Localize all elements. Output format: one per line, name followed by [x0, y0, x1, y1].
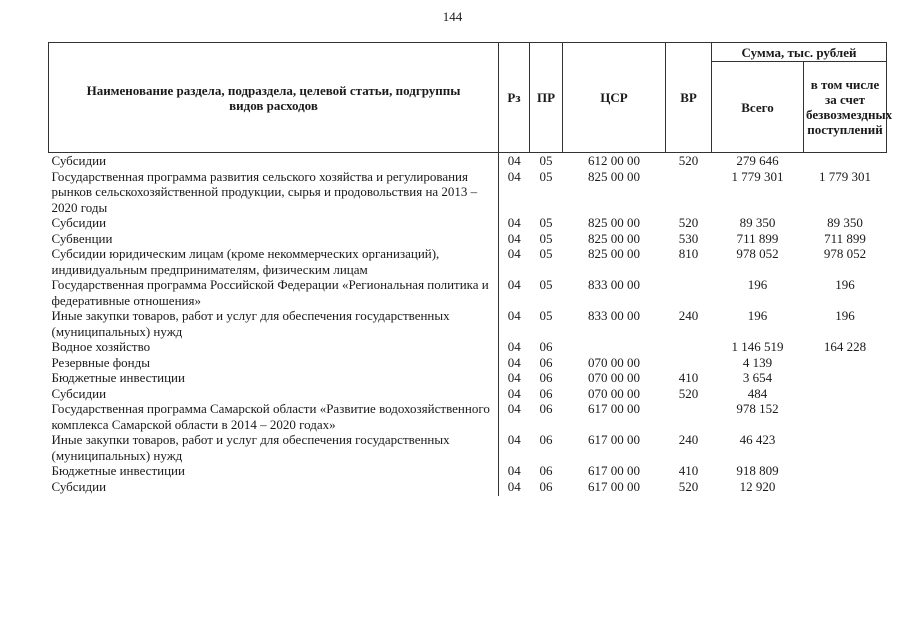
cell-total: 196 [747, 277, 768, 292]
cell-vr: 520 [678, 215, 699, 230]
table-row [49, 463, 887, 479]
cell-total: 196 [747, 308, 768, 323]
table-row [49, 386, 887, 402]
cell-pr: 06 [539, 478, 553, 494]
cell-rz: 04 [499, 432, 530, 463]
cell-rz: 04 [499, 355, 530, 371]
cell-vr: 240 [678, 432, 699, 447]
cell-pr: 05 [539, 215, 553, 230]
cell-rz: 04 [499, 339, 530, 355]
cell-rz: 04 [499, 231, 530, 247]
cell-free [804, 432, 887, 463]
cell-pr: 06 [539, 354, 553, 370]
header-free: в том числе за счет безвозмездных поступлений [804, 62, 887, 153]
cell-pr: 06 [539, 401, 553, 416]
cell-pr: 05 [539, 153, 553, 168]
cell-vr [666, 169, 712, 216]
cell-vr: 520 [678, 385, 699, 401]
cell-name: Иные закупки товаров, работ и услуг для обеспечения государственных (муниципальных) нужд [51, 432, 450, 463]
cell-total: 46 423 [739, 432, 776, 447]
cell-rz: 04 [499, 386, 530, 402]
cell-name: Водное хозяйство [51, 339, 151, 354]
header-csr: ЦСР [563, 43, 666, 153]
cell-free [804, 463, 887, 479]
cell-vr: 520 [678, 478, 699, 494]
cell-csr: 612 00 00 [588, 153, 640, 168]
cell-rz: 04 [499, 308, 530, 339]
cell-pr: 05 [539, 246, 553, 261]
cell-csr: 617 00 00 [588, 463, 640, 478]
header-vr: ВР [666, 43, 712, 153]
cell-name: Государственная программа Российской Федерации «Региональная политика и федеративные отношения» [51, 277, 489, 308]
cell-vr: 520 [678, 153, 699, 168]
budget-table [48, 42, 893, 496]
cell-total: 711 899 [736, 230, 779, 246]
cell-total: 3 654 [742, 370, 773, 385]
cell-vr: 410 [678, 370, 699, 385]
cell-rz: 04 [499, 463, 530, 479]
cell-name: Субсидии [51, 215, 107, 230]
cell-free [804, 401, 887, 432]
cell-free: 978 052 [823, 246, 867, 261]
cell-name: Иные закупки товаров, работ и услуг для обеспечения государственных (муниципальных) нужд [51, 308, 450, 339]
cell-csr: 825 00 00 [588, 168, 640, 184]
cell-free: 1 779 301 [819, 168, 871, 184]
cell-vr: 240 [678, 308, 699, 323]
cell-name: Субвенции [51, 230, 113, 246]
cell-free [804, 153, 887, 169]
table-row [49, 355, 887, 371]
cell-pr: 05 [539, 168, 553, 184]
cell-csr: 070 00 00 [588, 354, 640, 370]
cell-free [804, 370, 887, 386]
cell-free [804, 386, 887, 402]
cell-total: 12 920 [739, 478, 776, 494]
cell-total: 978 052 [736, 246, 779, 261]
cell-csr: 825 00 00 [588, 215, 640, 230]
cell-vr: 810 [678, 246, 699, 261]
cell-name: Бюджетные инвестиции [51, 370, 185, 385]
header-rz: Рз [499, 43, 530, 153]
cell-free: 711 899 [824, 230, 866, 246]
cell-rz: 04 [499, 169, 530, 216]
cell-total: 484 [747, 385, 768, 401]
cell-total: 1 146 519 [731, 339, 784, 354]
cell-vr [666, 339, 712, 355]
cell-name: Государственная программа развития сельского хозяйства и регулирования рынков сельскохозяйственной продукции, сырья и продовольствия на 2013 – 2020 годы [51, 168, 478, 215]
cell-csr: 617 00 00 [588, 478, 640, 494]
table-row [49, 246, 887, 277]
cell-total: 89 350 [739, 215, 776, 230]
cell-free [804, 479, 887, 497]
cell-rz: 04 [499, 215, 530, 231]
cell-pr: 05 [539, 277, 553, 292]
cell-rz: 04 [499, 479, 530, 497]
cell-rz: 04 [499, 246, 530, 277]
cell-pr: 06 [539, 463, 553, 478]
header-name: Наименование раздела, подраздела, целевой статьи, подгруппы видов расходов [49, 43, 499, 153]
header-total: Всего [712, 62, 804, 153]
page-number: 144 [442, 9, 463, 24]
table-row [49, 169, 887, 216]
cell-pr: 06 [539, 370, 553, 385]
cell-csr: 617 00 00 [588, 432, 640, 447]
cell-pr: 05 [539, 230, 553, 246]
cell-name: Субсидии юридическим лицам (кроме некоммерческих организаций), индивидуальным предпринимателям, физическим лицам [51, 246, 440, 277]
cell-free: 196 [835, 277, 855, 292]
cell-name: Субсидии [51, 478, 107, 494]
table-row [49, 370, 887, 386]
cell-vr: 530 [678, 230, 699, 246]
cell-csr: 070 00 00 [588, 370, 640, 385]
cell-vr [666, 401, 712, 432]
header-sum: Сумма, тыс. рублей [712, 43, 887, 62]
cell-rz: 04 [499, 153, 530, 169]
table-row [49, 401, 887, 432]
cell-csr: 070 00 00 [588, 385, 640, 401]
table-row [49, 153, 887, 169]
cell-pr: 06 [539, 385, 553, 401]
table-body [49, 153, 887, 497]
cell-csr [563, 339, 666, 355]
cell-vr [666, 355, 712, 371]
cell-name: Бюджетные инвестиции [51, 463, 185, 478]
cell-total: 978 152 [736, 401, 779, 416]
cell-name: Субсидии [51, 153, 107, 168]
table-row [49, 339, 887, 355]
cell-name: Резервные фонды [51, 354, 150, 370]
cell-total: 1 779 301 [731, 168, 784, 184]
cell-total: 4 139 [742, 354, 773, 370]
cell-csr: 833 00 00 [588, 308, 640, 323]
cell-name: Государственная программа Самарской области «Развитие водохозяйственного комплекса Самарской области в 2014 – 2020 годах» [51, 401, 490, 432]
cell-vr: 410 [678, 463, 699, 478]
cell-pr: 06 [539, 432, 553, 447]
cell-name: Субсидии [51, 385, 107, 401]
cell-free [804, 355, 887, 371]
cell-pr: 06 [539, 339, 553, 354]
cell-csr: 825 00 00 [588, 230, 640, 246]
table-row [49, 479, 887, 497]
cell-csr: 833 00 00 [588, 277, 640, 292]
table-row [49, 277, 887, 308]
cell-free: 89 350 [827, 215, 863, 230]
cell-pr: 05 [539, 308, 553, 323]
cell-csr: 825 00 00 [588, 246, 640, 261]
cell-rz: 04 [499, 370, 530, 386]
cell-free: 164 228 [823, 339, 867, 354]
cell-free: 196 [835, 308, 855, 323]
cell-rz: 04 [499, 401, 530, 432]
cell-total: 279 646 [736, 153, 779, 168]
table-row [49, 231, 887, 247]
table-row [49, 308, 887, 339]
cell-vr [666, 277, 712, 308]
table-row [49, 215, 887, 231]
cell-total: 918 809 [736, 463, 779, 478]
cell-rz: 04 [499, 277, 530, 308]
cell-csr: 617 00 00 [588, 401, 640, 416]
table-header [49, 43, 893, 153]
table-row [49, 432, 887, 463]
header-pr: ПР [530, 43, 563, 153]
